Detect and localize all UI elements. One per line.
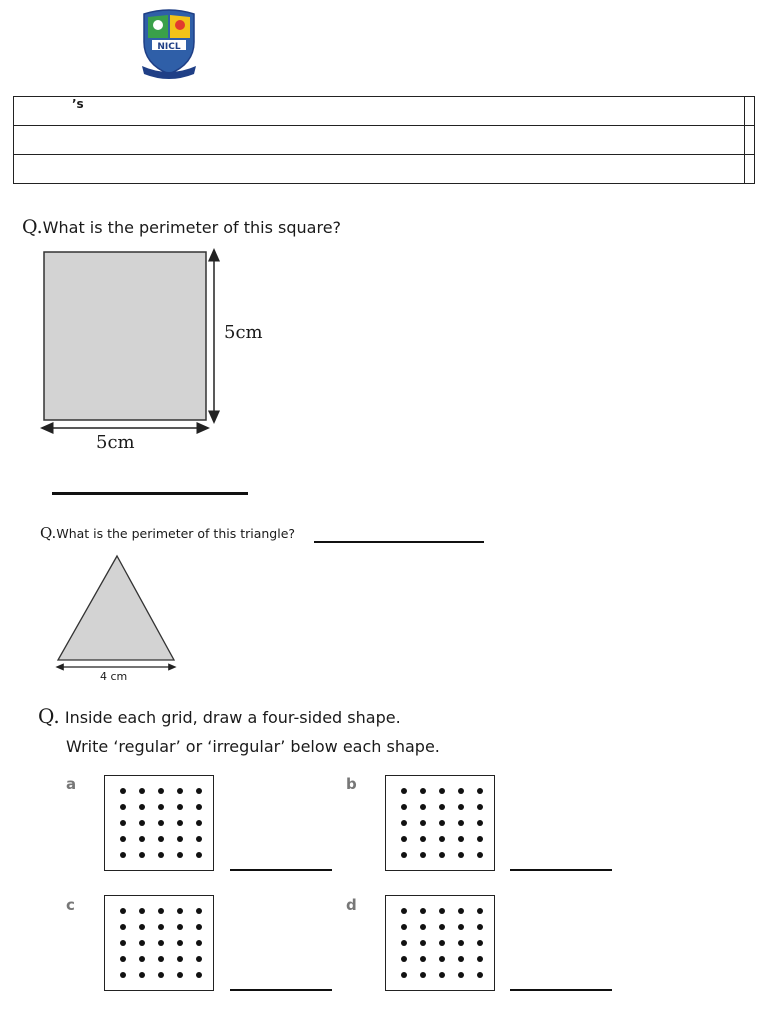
question-2 [40, 524, 295, 542]
grid-dot [439, 788, 445, 794]
grid-dot [401, 788, 407, 794]
grid-dot [458, 836, 464, 842]
answer-line[interactable] [314, 541, 484, 543]
grid-dot [177, 836, 183, 842]
grid-label-a: a [66, 775, 77, 793]
logo-letters: NICL [157, 42, 181, 52]
grid-dot [158, 940, 164, 946]
grid-dot [458, 804, 464, 810]
triangle-shape [58, 556, 174, 660]
grid-dot [158, 972, 164, 978]
grid-dot [420, 924, 426, 930]
grid-dot [401, 836, 407, 842]
grid-dot [196, 788, 202, 794]
grid-dot [401, 940, 407, 946]
grid-dot [439, 940, 445, 946]
grid-dot [420, 804, 426, 810]
answer-line[interactable] [52, 492, 248, 495]
grid-dot [120, 820, 126, 826]
question-marker: Q. [38, 704, 60, 728]
grid-dot [139, 924, 145, 930]
table-cell[interactable] [14, 126, 745, 155]
grid-dot [401, 820, 407, 826]
grid-dot [458, 820, 464, 826]
grid-dot [477, 836, 483, 842]
grid-dot [458, 788, 464, 794]
grid-dot [477, 940, 483, 946]
grid-dot [177, 972, 183, 978]
question-3 [38, 704, 401, 728]
answer-line[interactable] [230, 989, 332, 991]
side-label-bottom: 5cm [96, 432, 135, 453]
grid-dot [120, 924, 126, 930]
grid-dot [420, 836, 426, 842]
student-info-table [13, 96, 755, 184]
table-cell[interactable] [744, 155, 754, 184]
square-shape [44, 252, 206, 420]
grid-dot [196, 908, 202, 914]
grid-dot [401, 908, 407, 914]
grid-dot [196, 804, 202, 810]
grid-dot [139, 804, 145, 810]
grid-dot [420, 852, 426, 858]
dot-grid-b[interactable] [385, 775, 495, 871]
question-1-text: What is the perimeter of this square? [42, 218, 342, 237]
grid-label-c: c [66, 896, 75, 914]
question-2-text: What is the perimeter of this triangle? [56, 526, 296, 541]
grid-dot [439, 820, 445, 826]
grid-dot [420, 788, 426, 794]
grid-dot [439, 924, 445, 930]
grid-dot [420, 972, 426, 978]
grid-dot [439, 908, 445, 914]
grid-dot [477, 804, 483, 810]
grid-dot [477, 972, 483, 978]
grid-dot [158, 820, 164, 826]
grid-dot [158, 836, 164, 842]
grid-dot [139, 940, 145, 946]
grid-dot [177, 956, 183, 962]
grid-label-d: d [346, 896, 357, 914]
grid-dot [477, 852, 483, 858]
grid-dot [439, 956, 445, 962]
dot-grid-a[interactable] [104, 775, 214, 871]
grid-dot [177, 924, 183, 930]
grid-dot [401, 924, 407, 930]
grid-dot [120, 836, 126, 842]
grid-dot [158, 852, 164, 858]
grid-dot [458, 924, 464, 930]
grid-dot [120, 972, 126, 978]
grid-dot [139, 908, 145, 914]
grid-dot [477, 956, 483, 962]
grid-dot [158, 788, 164, 794]
grid-dot [196, 956, 202, 962]
grid-dot [477, 908, 483, 914]
grid-dot [139, 972, 145, 978]
grid-dot [158, 804, 164, 810]
grid-dot [477, 788, 483, 794]
answer-line[interactable] [510, 869, 612, 871]
grid-dot [196, 924, 202, 930]
grid-dot [177, 804, 183, 810]
grid-dot [158, 956, 164, 962]
question-1 [22, 216, 341, 238]
grid-dot [401, 956, 407, 962]
dot-grid-d[interactable] [385, 895, 495, 991]
grid-dot [439, 972, 445, 978]
table-cell[interactable] [744, 126, 754, 155]
grid-dot [158, 908, 164, 914]
grid-dot [196, 852, 202, 858]
grid-dot [458, 972, 464, 978]
table-row [14, 126, 755, 155]
grid-dot [120, 956, 126, 962]
question-3-instruction: Write ‘regular’ or ‘irregular’ below each shape. [66, 737, 440, 756]
grid-dot [196, 972, 202, 978]
grid-dot [177, 788, 183, 794]
grid-label-b: b [346, 775, 357, 793]
grid-dot [477, 924, 483, 930]
grid-dot [139, 852, 145, 858]
table-cell[interactable] [744, 97, 754, 126]
grid-dot [139, 788, 145, 794]
grid-dot [458, 940, 464, 946]
grid-dot [420, 820, 426, 826]
question-marker: Q. [40, 524, 57, 542]
base-label: 4 cm [100, 670, 128, 683]
grid-dot [477, 820, 483, 826]
grid-dot [177, 908, 183, 914]
grid-dot [458, 956, 464, 962]
grid-dot [458, 852, 464, 858]
grid-dot [420, 940, 426, 946]
question-3-text: Inside each grid, draw a four-sided shape. [64, 708, 401, 727]
grid-dot [401, 804, 407, 810]
grid-dot [177, 852, 183, 858]
grid-dot [439, 852, 445, 858]
grid-dot [458, 908, 464, 914]
grid-dot [120, 908, 126, 914]
grid-dot [139, 820, 145, 826]
table-cell[interactable] [14, 155, 745, 184]
grid-dot [439, 804, 445, 810]
answer-line[interactable] [230, 869, 332, 871]
answer-line[interactable] [510, 989, 612, 991]
grid-dot [120, 804, 126, 810]
question-marker: Q. [22, 216, 43, 238]
square-diagram [36, 248, 276, 458]
table-cell[interactable]: ’s [14, 97, 745, 126]
grid-dot [139, 956, 145, 962]
grid-dot [196, 820, 202, 826]
grid-dot [401, 972, 407, 978]
school-crest-logo [140, 8, 198, 80]
triangle-diagram [50, 552, 182, 676]
grid-dot [196, 836, 202, 842]
grid-dot [158, 924, 164, 930]
grid-dot [196, 940, 202, 946]
grid-dot [139, 836, 145, 842]
table-row [14, 97, 755, 126]
grid-dot [120, 940, 126, 946]
grid-dot [420, 908, 426, 914]
grid-dot [177, 940, 183, 946]
grid-dot [439, 836, 445, 842]
grid-dot [120, 852, 126, 858]
grid-dot [420, 956, 426, 962]
dot-grid-c[interactable] [104, 895, 214, 991]
table-row [14, 155, 755, 184]
grid-dot [177, 820, 183, 826]
grid-dot [120, 788, 126, 794]
grid-dot [401, 852, 407, 858]
side-label-right: 5cm [224, 322, 263, 343]
